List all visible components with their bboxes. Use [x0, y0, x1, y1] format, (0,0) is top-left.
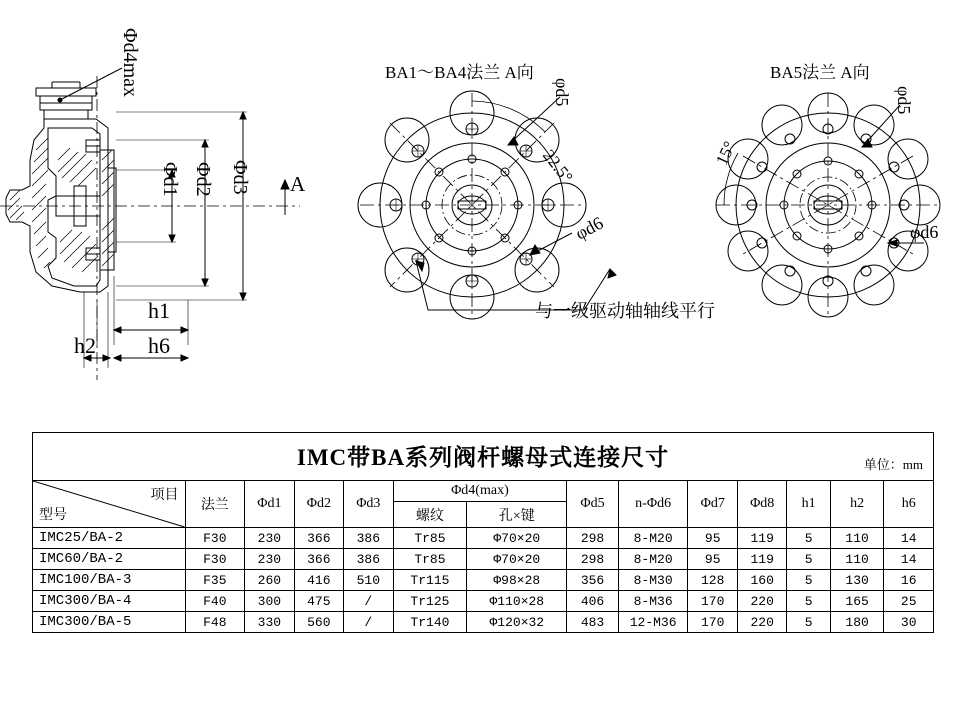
cell-model: IMC300/BA-5: [33, 612, 186, 633]
cell-d7: 128: [688, 570, 737, 591]
cell-h2: 110: [830, 528, 884, 549]
cell-d8: 220: [737, 591, 786, 612]
table-row: [33, 549, 934, 570]
cell-nd6: 8-M30: [618, 570, 688, 591]
cell-d2: 366: [294, 528, 343, 549]
table-row: [33, 570, 934, 591]
label-h6: h6: [148, 333, 170, 358]
cell-h6: 25: [884, 591, 934, 612]
cell-flange: F48: [185, 612, 245, 633]
middle-flange-view: [358, 91, 616, 319]
cell-d8: 119: [737, 549, 786, 570]
cell-h1: 5: [787, 528, 830, 549]
cell-d8: 220: [737, 612, 786, 633]
cell-h1: 5: [787, 570, 830, 591]
cell-h2: 110: [830, 549, 884, 570]
cell-flange: F30: [185, 549, 245, 570]
label-section-arrow-a: A: [290, 172, 306, 196]
cell-h2: 180: [830, 612, 884, 633]
cell-d3: 386: [344, 549, 393, 570]
cell-d5: 356: [567, 570, 619, 591]
header-d1: Φd1: [245, 481, 294, 528]
table-corner-cell: [33, 481, 186, 528]
cell-model: IMC300/BA-4: [33, 591, 186, 612]
table-row: [33, 591, 934, 612]
label-middle-phi-d6: φd6: [572, 212, 607, 244]
cell-hole: Φ120×32: [467, 612, 567, 633]
middle-view-note: 与一级驱动轴轴线平行: [535, 301, 715, 321]
header-h6: h6: [884, 481, 934, 528]
header-d8: Φd8: [737, 481, 786, 528]
dimension-table: [32, 432, 934, 633]
right-view-title: BA5法兰 A向: [770, 63, 870, 82]
cell-hole: Φ70×20: [467, 528, 567, 549]
cell-d1: 330: [245, 612, 294, 633]
cell-hole: Φ110×28: [467, 591, 567, 612]
cell-nd6: 12-M36: [618, 612, 688, 633]
header-nd6: n-Φd6: [618, 481, 688, 528]
table-unit: 单位：mm: [863, 457, 923, 472]
label-right-angle: 15°: [712, 138, 740, 169]
cell-d7: 95: [688, 549, 737, 570]
label-right-phi-d6: φd6: [910, 222, 939, 242]
table-title-cell: [33, 433, 934, 481]
cell-nd6: 8-M20: [618, 528, 688, 549]
cell-d1: 230: [245, 549, 294, 570]
label-phi-d2: Φd2: [192, 162, 214, 197]
header-d7: Φd7: [688, 481, 737, 528]
cell-flange: F35: [185, 570, 245, 591]
cell-h2: 165: [830, 591, 884, 612]
cell-nd6: 8-M36: [618, 591, 688, 612]
cell-d5: 298: [567, 528, 619, 549]
label-middle-phi-d5: φd5: [552, 78, 572, 107]
cell-d7: 170: [688, 591, 737, 612]
table-header-row-1: [33, 481, 934, 502]
middle-view-title: BA1～BA4法兰 A向: [385, 63, 534, 82]
header-d4-group: Φd4(max): [393, 481, 567, 502]
cell-d3: /: [344, 612, 393, 633]
cell-d2: 416: [294, 570, 343, 591]
header-d4-hole: 孔×键: [467, 502, 567, 528]
cell-d3: 510: [344, 570, 393, 591]
cell-nd6: 8-M20: [618, 549, 688, 570]
cell-flange: F30: [185, 528, 245, 549]
right-flange-view: [716, 93, 940, 317]
label-middle-angle: 22.5°: [539, 146, 577, 187]
label-phi-d1: Φd1: [159, 162, 181, 197]
header-d5: Φd5: [567, 481, 619, 528]
cell-model: IMC60/BA-2: [33, 549, 186, 570]
cell-d5: 483: [567, 612, 619, 633]
label-phi-d4max: Φd4max: [119, 28, 141, 98]
cell-h1: 5: [787, 549, 830, 570]
cell-d2: 366: [294, 549, 343, 570]
header-flange: 法兰: [185, 481, 245, 528]
cell-model: IMC25/BA-2: [33, 528, 186, 549]
label-phi-d3: Φd3: [229, 160, 251, 195]
cell-d8: 160: [737, 570, 786, 591]
cell-d2: 560: [294, 612, 343, 633]
cell-d1: 230: [245, 528, 294, 549]
cell-d8: 119: [737, 528, 786, 549]
cell-h1: 5: [787, 591, 830, 612]
cell-thread: Tr125: [393, 591, 467, 612]
label-h1: h1: [148, 298, 170, 323]
cell-model: IMC100/BA-3: [33, 570, 186, 591]
cell-h6: 16: [884, 570, 934, 591]
cell-h6: 30: [884, 612, 934, 633]
dimension-table-wrap: [32, 432, 934, 633]
table-title: IMC带BA系列阀杆螺母式连接尺寸: [296, 445, 670, 470]
cell-thread: Tr85: [393, 549, 467, 570]
table-title-row: [33, 433, 934, 481]
header-d3: Φd3: [344, 481, 393, 528]
cell-hole: Φ70×20: [467, 549, 567, 570]
cell-d1: 300: [245, 591, 294, 612]
cell-d7: 170: [688, 612, 737, 633]
cell-d1: 260: [245, 570, 294, 591]
cell-thread: Tr115: [393, 570, 467, 591]
label-right-phi-d5: φd5: [894, 86, 914, 115]
cell-h6: 14: [884, 549, 934, 570]
table-row: [33, 528, 934, 549]
cell-h2: 130: [830, 570, 884, 591]
cell-hole: Φ98×28: [467, 570, 567, 591]
cell-thread: Tr140: [393, 612, 467, 633]
cell-d3: /: [344, 591, 393, 612]
cell-d5: 406: [567, 591, 619, 612]
label-h2: h2: [74, 333, 96, 358]
cell-thread: Tr85: [393, 528, 467, 549]
cell-h6: 14: [884, 528, 934, 549]
header-h2: h2: [830, 481, 884, 528]
header-d4-thread: 螺纹: [393, 502, 467, 528]
corner-item-label: 项目: [150, 488, 179, 503]
corner-model-label: 型号: [39, 508, 67, 523]
cell-h1: 5: [787, 612, 830, 633]
cell-d7: 95: [688, 528, 737, 549]
cell-flange: F40: [185, 591, 245, 612]
header-d2: Φd2: [294, 481, 343, 528]
cell-d3: 386: [344, 528, 393, 549]
table-row: [33, 612, 934, 633]
header-h1: h1: [787, 481, 830, 528]
cell-d2: 475: [294, 591, 343, 612]
cell-d5: 298: [567, 549, 619, 570]
